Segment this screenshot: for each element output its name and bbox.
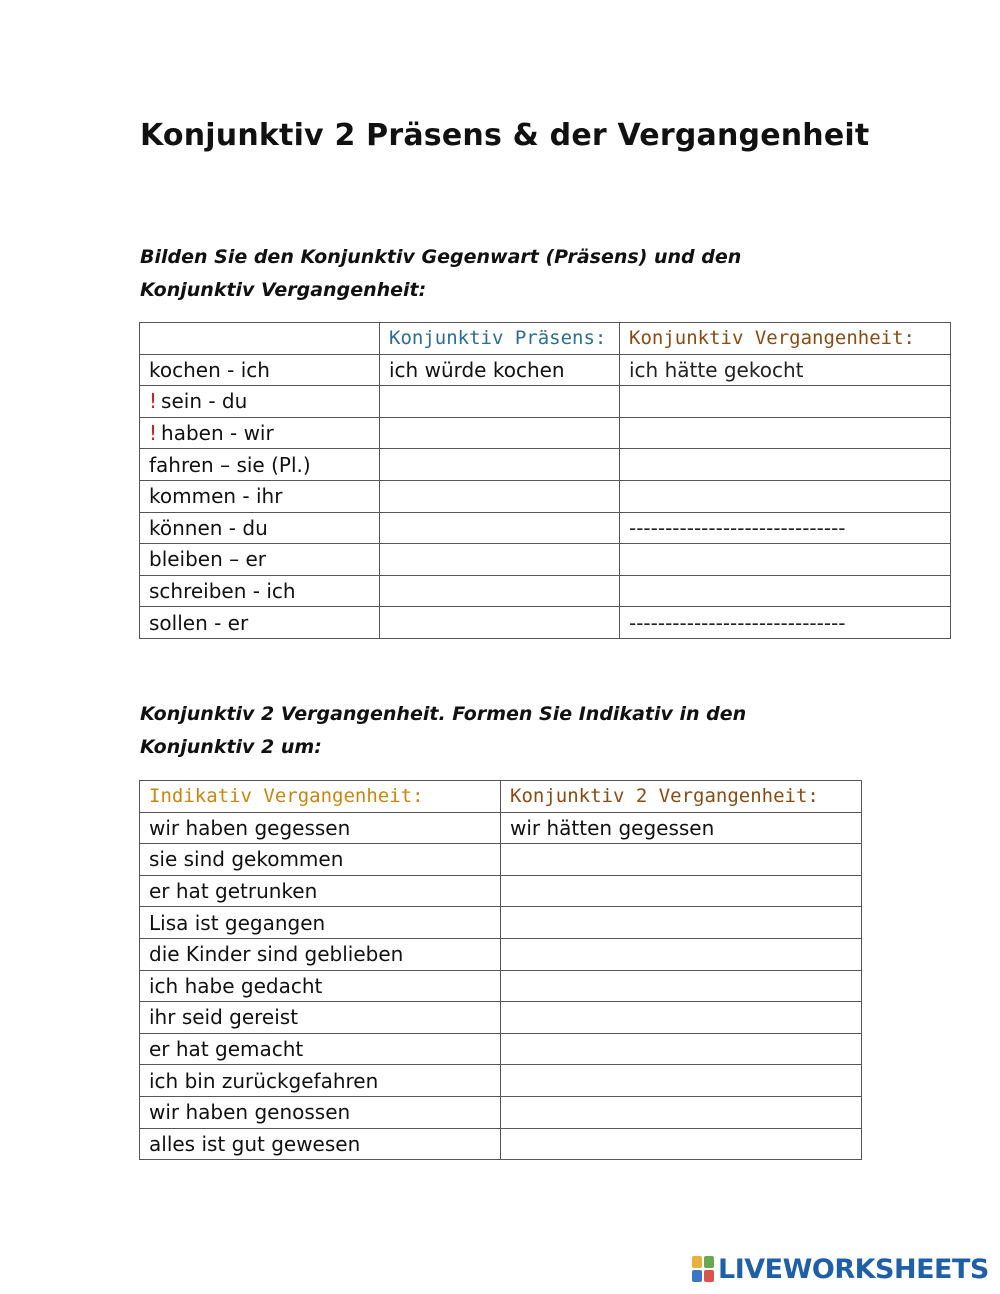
indikativ-cell: ich bin zurückgefahren <box>140 1065 501 1097</box>
praesens-answer-cell[interactable] <box>380 607 620 639</box>
indikativ-cell: er hat getrunken <box>140 875 501 907</box>
praesens-answer-cell[interactable] <box>380 575 620 607</box>
verb-label: können - du <box>149 515 268 540</box>
table1-verb-cell <box>140 354 380 386</box>
section2-instruction-line2: Konjunktiv 2 um: <box>140 736 322 758</box>
liveworksheets-logo-icon <box>692 1256 714 1282</box>
table1-header-row <box>140 323 951 355</box>
konjunktiv-answer-cell: wir hätten gegessen <box>501 812 862 844</box>
praesens-answer-cell: ich würde kochen <box>380 354 620 386</box>
liveworksheets-logo <box>692 1254 989 1284</box>
section2-instruction-line1: Konjunktiv 2 Vergangenheit. Formen Sie Indikativ in den <box>140 703 747 725</box>
konjunktiv-table-1 <box>139 322 951 639</box>
table1-row <box>140 544 951 576</box>
table1-header-blank <box>140 323 380 355</box>
table2-row <box>140 1096 862 1128</box>
vergangenheit-answer-cell: ------------------------------ <box>620 512 951 544</box>
praesens-answer-cell[interactable] <box>380 386 620 418</box>
verb-label: fahren – sie (Pl.) <box>149 452 311 477</box>
vergangenheit-answer-cell[interactable] <box>620 575 951 607</box>
table1-header-praesens: Konjunktiv Präsens: <box>380 323 620 355</box>
vergangenheit-answer-cell[interactable] <box>620 417 951 449</box>
indikativ-cell: er hat gemacht <box>140 1033 501 1065</box>
table2-row <box>140 907 862 939</box>
praesens-answer-cell[interactable] <box>380 417 620 449</box>
vergangenheit-answer-cell[interactable] <box>620 544 951 576</box>
indikativ-cell: wir haben genossen <box>140 1096 501 1128</box>
indikativ-cell: die Kinder sind geblieben <box>140 938 501 970</box>
konjunktiv-table-2 <box>139 780 862 1160</box>
indikativ-cell: ich habe gedacht <box>140 970 501 1002</box>
table1-row <box>140 575 951 607</box>
table2-row <box>140 1033 862 1065</box>
table2-row <box>140 1065 862 1097</box>
vergangenheit-answer-cell: ------------------------------ <box>620 607 951 639</box>
table1-header-vergangenheit: Konjunktiv Vergangenheit: <box>620 323 951 355</box>
section2-instruction <box>140 698 746 764</box>
table1-row <box>140 449 951 481</box>
indikativ-cell: ihr seid gereist <box>140 1002 501 1034</box>
verb-label: bleiben – er <box>149 547 267 572</box>
page-title: Konjunktiv 2 Präsens & der Vergangenheit <box>140 118 870 153</box>
praesens-answer-cell[interactable] <box>380 544 620 576</box>
logo-mark-square <box>704 1270 714 1282</box>
logo-text: LIVEWORKSHEETS <box>718 1253 989 1285</box>
table1-verb-cell <box>140 512 380 544</box>
verb-label: kochen - ich <box>149 357 270 382</box>
vergangenheit-answer-cell[interactable] <box>620 480 951 512</box>
indikativ-cell: alles ist gut gewesen <box>140 1128 501 1160</box>
vergangenheit-answer-cell[interactable] <box>620 449 951 481</box>
table2-header-indikativ: Indikativ Vergangenheit: <box>140 781 501 813</box>
table2-row <box>140 875 862 907</box>
exclamation-mark: ! <box>149 421 158 446</box>
section1-instruction-line1: Bilden Sie den Konjunktiv Gegenwart (Präsens) und den <box>140 246 742 268</box>
verb-label: kommen - ihr <box>149 484 283 509</box>
table1-row <box>140 417 951 449</box>
verb-label: sollen - er <box>149 610 249 635</box>
konjunktiv-answer-cell[interactable] <box>501 1128 862 1160</box>
indikativ-cell: sie sind gekommen <box>140 844 501 876</box>
table2-row <box>140 844 862 876</box>
table1-verb-cell <box>140 449 380 481</box>
praesens-answer-cell[interactable] <box>380 512 620 544</box>
table1-verb-cell <box>140 544 380 576</box>
indikativ-cell: Lisa ist gegangen <box>140 907 501 939</box>
table1-row <box>140 607 951 639</box>
konjunktiv-answer-cell[interactable] <box>501 1002 862 1034</box>
exclamation-mark: ! <box>149 389 158 414</box>
table2-row <box>140 970 862 1002</box>
table1-verb-cell <box>140 386 380 418</box>
section1-instruction <box>140 241 741 307</box>
table1-verb-cell <box>140 575 380 607</box>
verb-label: haben - wir <box>161 421 274 446</box>
table1-verb-cell <box>140 417 380 449</box>
konjunktiv-answer-cell[interactable] <box>501 938 862 970</box>
logo-mark-square <box>692 1256 702 1268</box>
konjunktiv-answer-cell[interactable] <box>501 1033 862 1065</box>
logo-mark-square <box>704 1256 714 1268</box>
vergangenheit-answer-cell[interactable] <box>620 386 951 418</box>
logo-mark-square <box>692 1270 702 1282</box>
table2-header-row <box>140 781 862 813</box>
verb-label: sein - du <box>161 389 248 414</box>
konjunktiv-answer-cell[interactable] <box>501 1065 862 1097</box>
indikativ-cell: wir haben gegessen <box>140 812 501 844</box>
table1-row <box>140 480 951 512</box>
table2-row <box>140 1002 862 1034</box>
konjunktiv-answer-cell[interactable] <box>501 970 862 1002</box>
section1-instruction-line2: Konjunktiv Vergangenheit: <box>140 279 427 301</box>
table2-row <box>140 812 862 844</box>
konjunktiv-answer-cell[interactable] <box>501 1096 862 1128</box>
praesens-answer-cell[interactable] <box>380 480 620 512</box>
konjunktiv-answer-cell[interactable] <box>501 907 862 939</box>
konjunktiv-answer-cell[interactable] <box>501 844 862 876</box>
table1-row <box>140 354 951 386</box>
konjunktiv-answer-cell[interactable] <box>501 875 862 907</box>
table2-header-konjunktiv: Konjunktiv 2 Vergangenheit: <box>501 781 862 813</box>
praesens-answer-cell[interactable] <box>380 449 620 481</box>
table1-verb-cell <box>140 607 380 639</box>
table2-row <box>140 1128 862 1160</box>
table1-row <box>140 512 951 544</box>
table2-row <box>140 938 862 970</box>
vergangenheit-answer-cell: ich hätte gekocht <box>620 354 951 386</box>
table1-row <box>140 386 951 418</box>
verb-label: schreiben - ich <box>149 579 296 604</box>
table1-verb-cell <box>140 480 380 512</box>
